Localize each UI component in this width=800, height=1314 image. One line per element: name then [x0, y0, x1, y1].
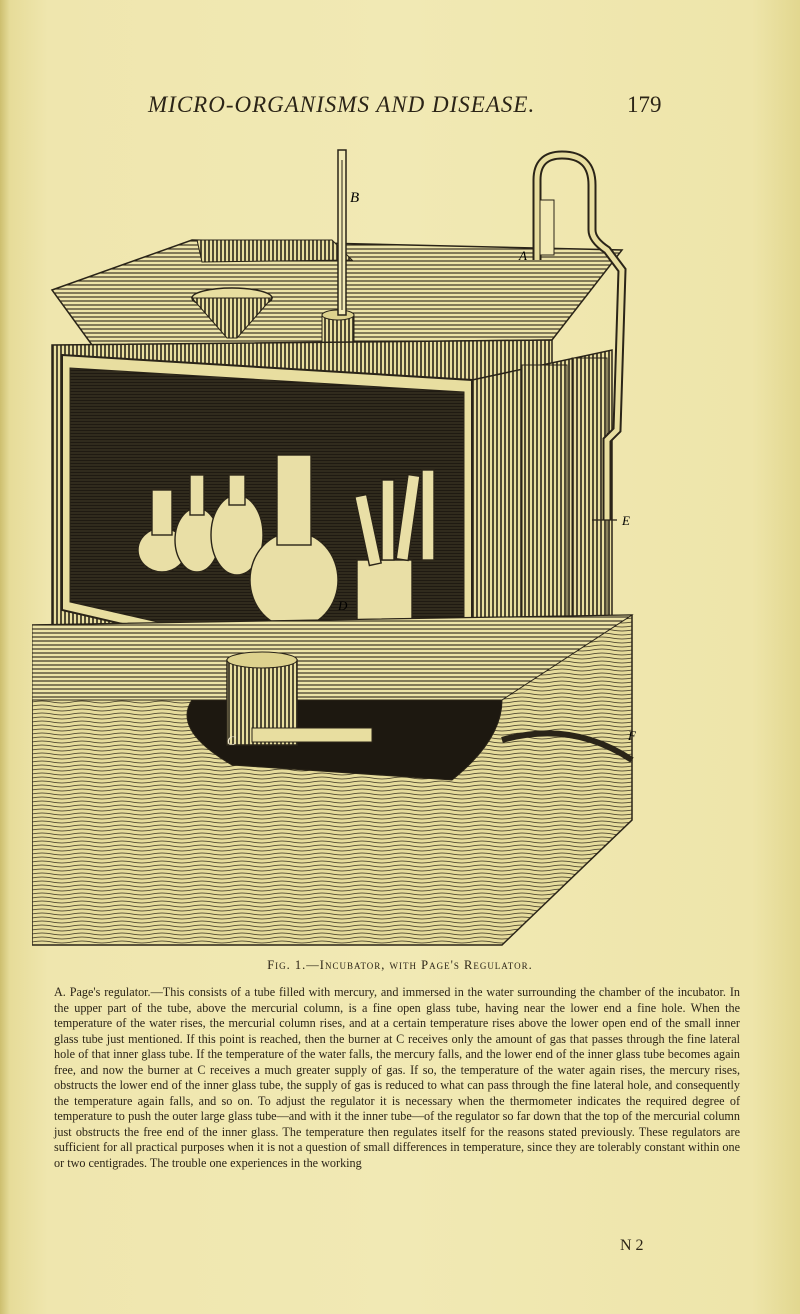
- running-title: MICRO-ORGANISMS AND DISEASE.: [148, 92, 536, 117]
- label-e: E: [622, 513, 630, 528]
- page-number: 179: [627, 92, 662, 117]
- label-f: F: [628, 728, 636, 743]
- label-b: B: [350, 190, 360, 206]
- label-a: A: [519, 248, 527, 263]
- signature-mark: N 2: [620, 1237, 644, 1254]
- label-d: D: [338, 598, 348, 613]
- running-header: [0, 92, 800, 132]
- label-c: C: [227, 733, 236, 748]
- body-paragraph: A. Page's regulator.—This consists of a tube filled with mercury, and immersed in the water surrounding the chamber of the incubator. In the upper part of the tube, above the mercurial column, is a fine open glass tube, having near the lower end a fine hole. When the temperature of the water rises, the mercurial column rises, and at a certain temperature rises above the lower open end of the small inner glass tube just mentioned. If this point is reached, then the burner at C receives only the amount of gas that passes through the fine lateral hole of that inner glass tube. If the temperature of the water falls, the mercury falls, and the lower end of the inner glass tube becomes again free, and now the burner at C receives a much greater supply of gas. If so, the temperature of the water again rises, the mercury rises, obstructs the lower end of the inner glass tube, the supply of gas is reduced to what can pass through the fine lateral hole, and consequently the temperature again falls, and so on. To adjust the regulator it is necessary when the thermometer indicates the required degree of temperature to push the outer large glass tube—and with it the inner tube—of the regulator so far down that the top of the mercurial column just obstructs the free end of the inner glass. The temperature then regulates itself for the reasons stated previously. These regulators are sufficient for all practical purposes when it is not a question of small differences in temperature, since they are tolerably constant within one or two centigrades. The trouble one experiences in the working: [54, 985, 740, 1171]
- incubator-illustration: [32, 140, 642, 950]
- page-edge-left: [0, 0, 10, 1314]
- figure-caption: Fig. 1.—Incubator, with Page's Regulator.: [267, 958, 533, 972]
